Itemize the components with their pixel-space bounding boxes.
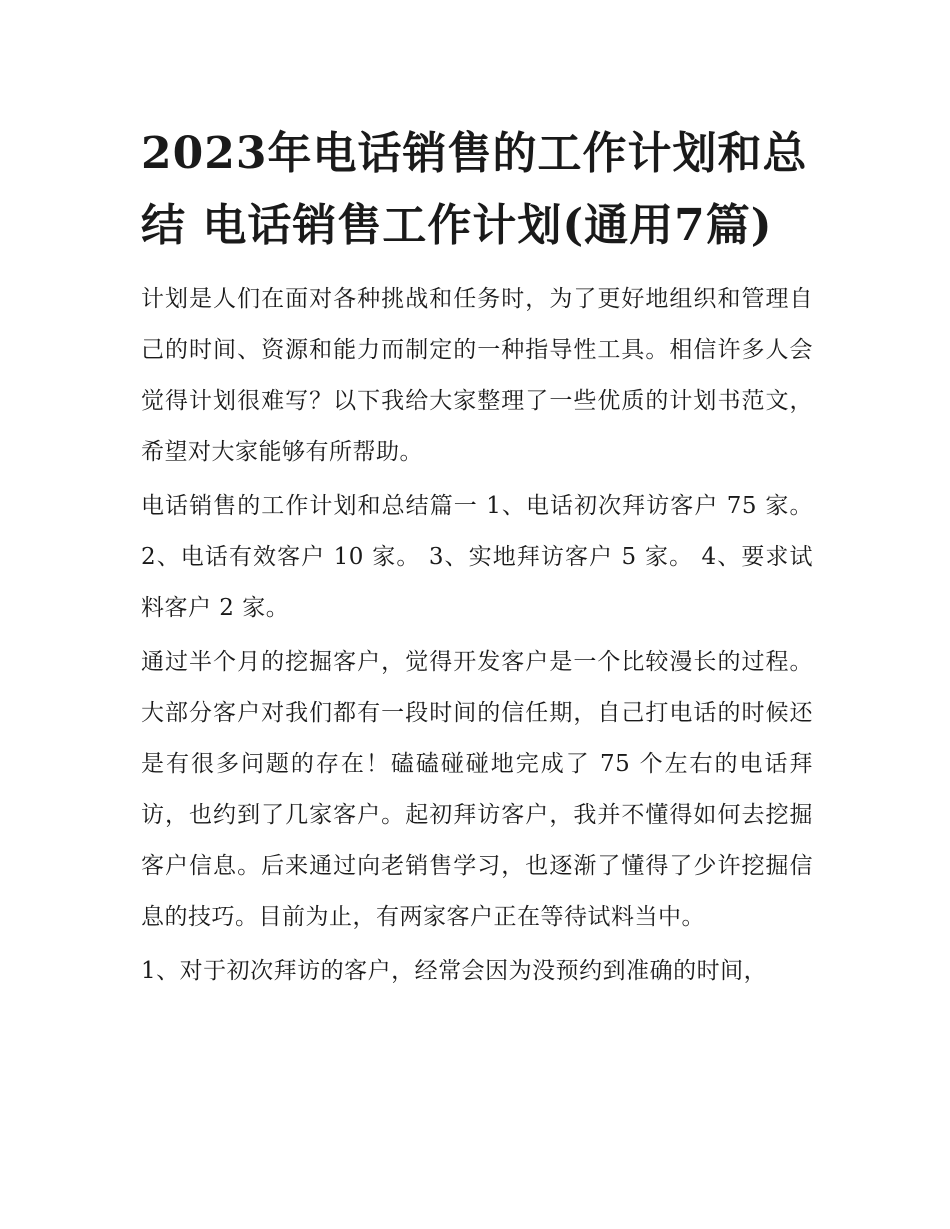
document-page xyxy=(141,118,813,1000)
paragraph-summary: 通过半个月的挖掘客户，觉得开发客户是一个比较漫长的过程。大部分客户对我们都有一段时间的信任期，自己打电话的时候还是有很多问题的存在！磕磕碰碰地完成了 75 个左右的电话拜访，也约到了几家客户。起初拜访客户，我并不懂得如何去挖掘客户信息。后来通过向老销售学习，也逐渐了懂得了少许挖掘信息的技巧。目前为止，有两家客户正在等待试料当中。 xyxy=(141,649,813,930)
paragraph-plan-targets: 电话销售的工作计划和总结篇一 1、电话初次拜访客户 75 家。2、电话有效客户 10 家。 3、实地拜访客户 5 家。 4、要求试料客户 2 家。 xyxy=(141,493,813,621)
document-title: 2023年电话销售的工作计划和总结 电话销售工作计划(通用7篇) xyxy=(141,128,808,251)
paragraph-intro: 计划是人们在面对各种挑战和任务时，为了更好地组织和管理自己的时间、资源和能力而制定的一种指导性工具。相信许多人会觉得计划很难写？以下我给大家整理了一些优质的计划书范文，希望对大家能够有所帮助。 xyxy=(141,286,813,465)
paragraph-issue-1: 1、对于初次拜访的客户，经常会因为没预约到准确的时间， xyxy=(141,958,768,984)
